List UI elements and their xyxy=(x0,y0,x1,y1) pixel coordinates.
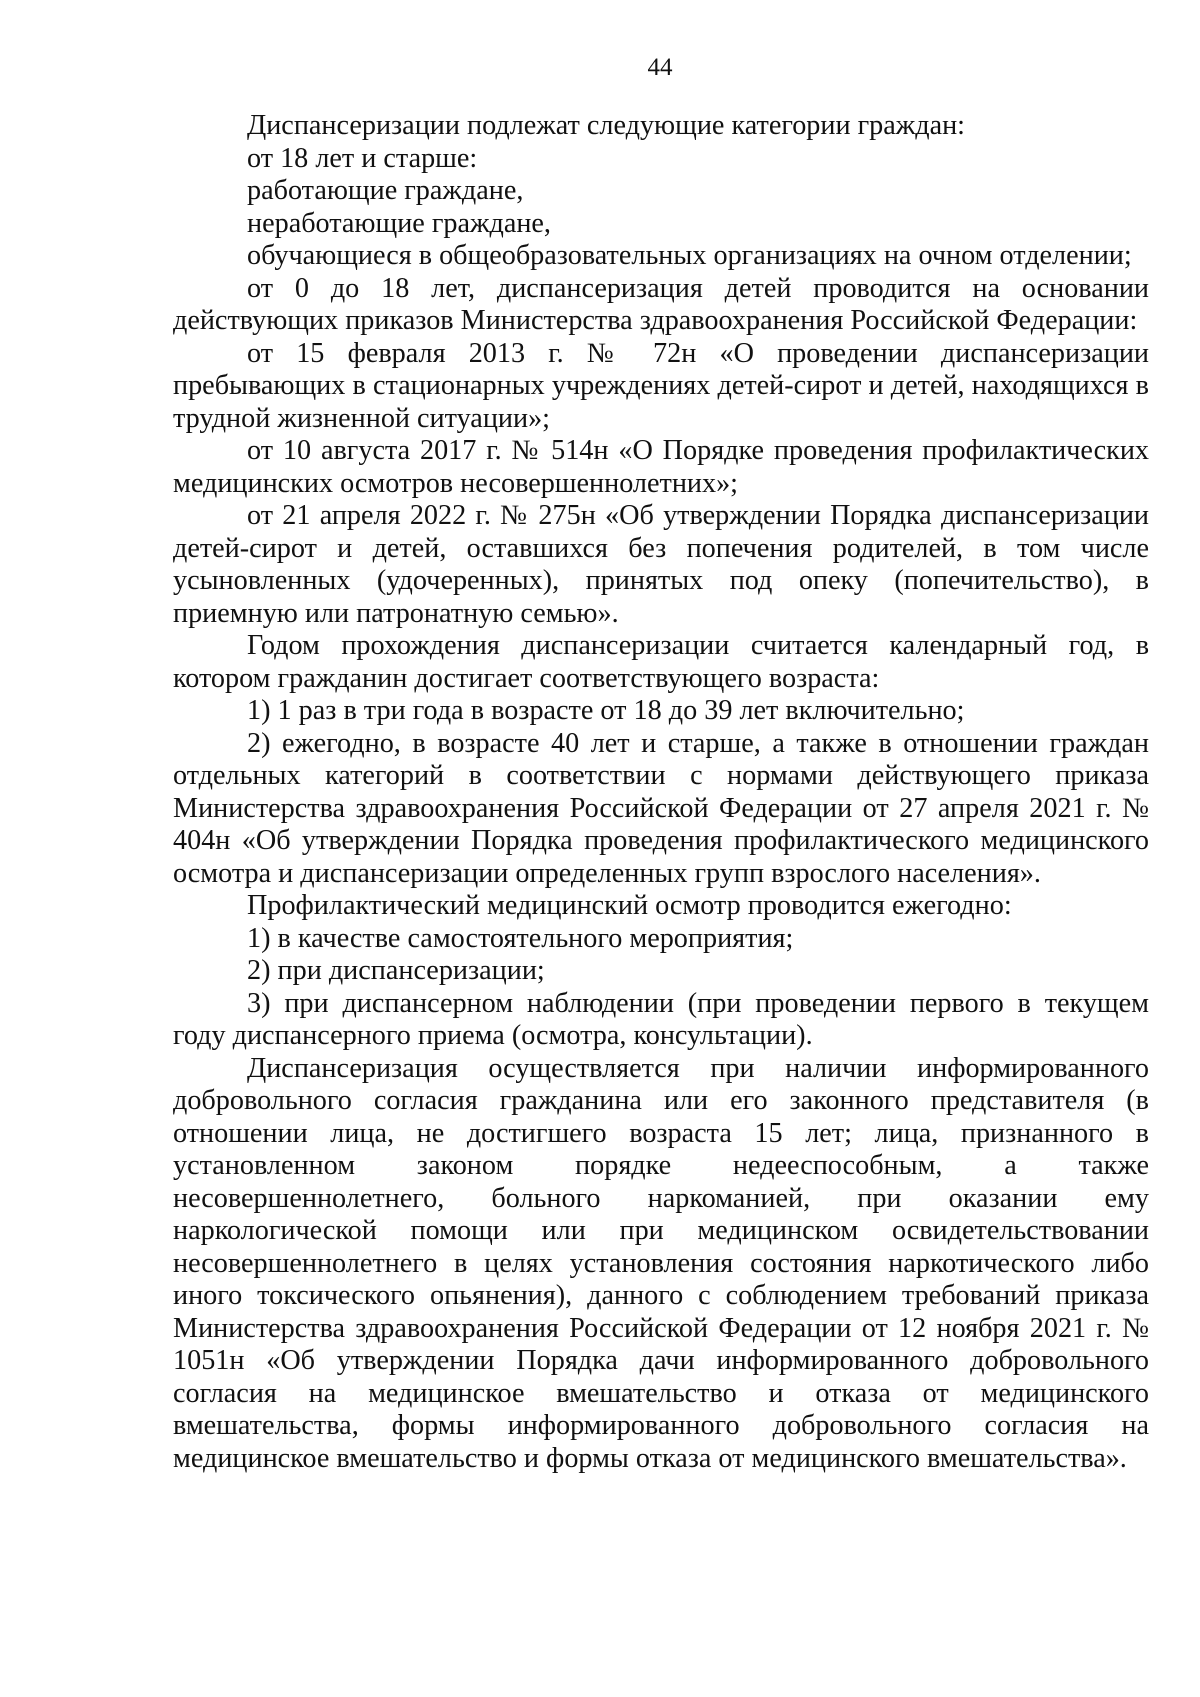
paragraph: от 10 августа 2017 г. № 514н «О Порядке проведения профилактических медицинских осмотров несовершеннолетних»; xyxy=(173,435,1149,499)
paragraph: от 15 февраля 2013 г. № 72н «О проведении диспансеризации пребывающих в стационарных учреждениях детей-сирот и детей, находящихся в трудной жизненной ситуации»; xyxy=(173,337,1149,434)
paragraph: работающие граждане, xyxy=(247,175,524,206)
paragraph: Годом прохождения диспансеризации считается календарный год, в котором гражданин достигает соответствующего возраста: xyxy=(173,630,1149,694)
paragraph: 2) при диспансеризации; xyxy=(247,955,545,986)
paragraph: Профилактический медицинский осмотр проводится ежегодно: xyxy=(247,890,1012,921)
paragraph: 3) при диспансерном наблюдении (при проведении первого в текущем году диспансерного приема (осмотра, консультации). xyxy=(173,987,1149,1051)
paragraph: 1) 1 раз в три года в возрасте от 18 до 39 лет включительно; xyxy=(247,695,965,726)
paragraph: Диспансеризации подлежат следующие категории граждан: xyxy=(247,110,966,141)
paragraph: от 0 до 18 лет, диспансеризация детей проводится на основании действующих приказов Министерства здравоохранения Российской Федерации: xyxy=(173,272,1149,336)
document-body xyxy=(173,110,1149,1475)
paragraph: Диспансеризация осуществляется при наличии информированного добровольного согласия гражданина или его законного представителя (в отношении лица, не достигшего возраста 15 лет; лица, признанного в установленном законом порядке недееспособным, а также несовершеннолетнего, больного наркоманией, при оказании ему наркологической помощи или при медицинском освидетельствовании несовершеннолетнего в целях установления состояния наркотического либо иного токсического опьянения), данного с соблюдением требований приказа Министерства здравоохранения Российской Федерации от 12 ноября 2021 г. № 1051н «Об утверждении Порядка дачи информированного добровольного согласия на медицинское вмешательство и отказа от медицинского вмешательства, формы информированного добровольного согласия на медицинское вмешательство и формы отказа от медицинского вмешательства». xyxy=(173,1052,1149,1474)
paragraph: от 18 лет и старше: xyxy=(247,142,478,174)
paragraph: 1) в качестве самостоятельного мероприятия; xyxy=(247,922,794,954)
paragraph: обучающиеся в общеобразовательных организациях на очном отделении; xyxy=(247,240,1132,271)
paragraph: 2) ежегодно, в возрасте 40 лет и старше, а также в отношении граждан отдельных категорий в соответствии с нормами действующего приказа Министерства здравоохранения Российской Федерации от 27 апреля 2021 г. № 404н «Об утверждении Порядка проведения профилактического медицинского осмотра и диспансеризации определенных групп взрослого населения». xyxy=(173,727,1149,889)
paragraph: от 21 апреля 2022 г. № 275н «Об утверждении Порядка диспансеризации детей-сирот и детей, оставшихся без попечения родителей, в том числе усыновленных (удочеренных), принятых под опеку (попечительство), в приемную или патронатную семью». xyxy=(173,500,1149,629)
page-number: 44 xyxy=(647,54,673,81)
paragraph: неработающие граждане, xyxy=(247,207,551,239)
